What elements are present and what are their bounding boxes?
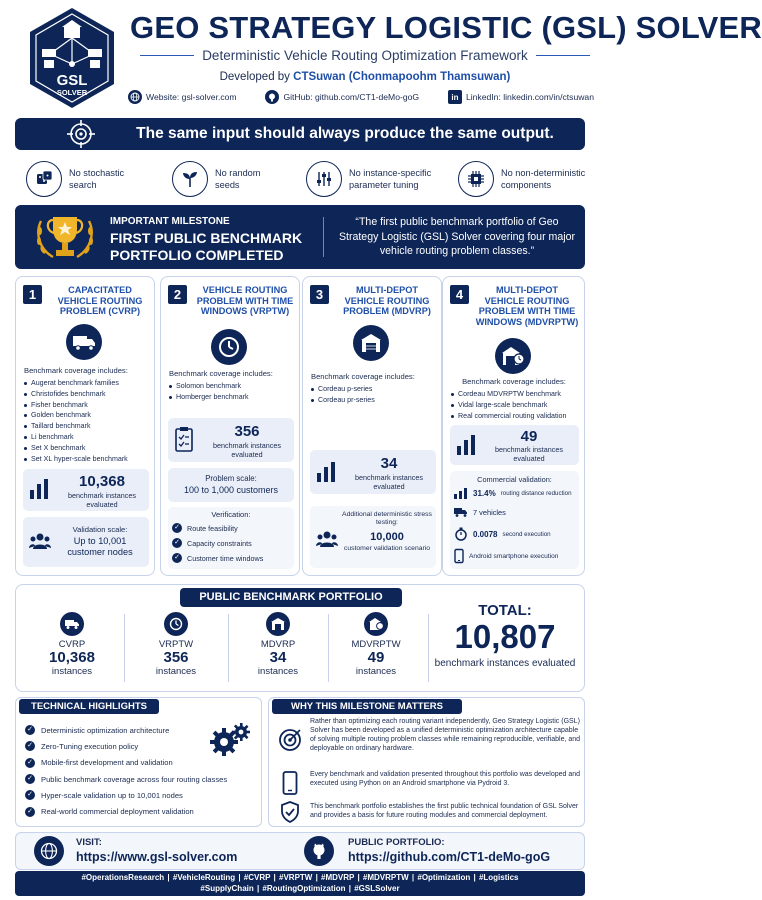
commercial-text: second execution — [502, 530, 551, 538]
card-mdvrp — [302, 276, 442, 576]
coverage-item: Real commercial routing validation — [451, 411, 579, 422]
portfolio-unit: instances — [155, 666, 197, 677]
stress-value: 10,000 — [370, 531, 404, 543]
coverage-item: Fisher benchmark — [24, 400, 152, 411]
scale-label: Validation scale: — [72, 525, 128, 534]
smartphone-icon — [454, 549, 464, 563]
commercial-item — [454, 549, 558, 563]
principle-text: No random seeds — [215, 168, 261, 190]
verification-box — [168, 507, 294, 569]
milestone-title: FIRST PUBLIC BENCHMARK PORTFOLIO COMPLETED — [110, 230, 303, 263]
seedling-icon — [172, 161, 208, 197]
principle-item — [172, 156, 312, 202]
portfolio-label: PUBLIC PORTFOLIO: — [348, 837, 445, 848]
check-icon: ✓ — [25, 774, 35, 784]
why-paragraph: This benchmark portfolio establishes the first public technical foundation of GSL Solver and provides a basis for future routing modules and commercial deployment. — [310, 803, 579, 819]
instances-value: 34 — [380, 455, 398, 472]
github-text: GitHub: github.com/CT1-deMo-goG — [283, 92, 420, 102]
principle-item — [306, 156, 446, 202]
portfolio-value: 10,368 — [49, 649, 95, 666]
stress-label: Additional deterministic stress testing: — [342, 511, 432, 526]
card-title: VEHICLE ROUTING PROBLEM WITH TIME WINDOWS (VRPTW) — [196, 285, 294, 316]
principle-banner — [15, 118, 585, 150]
portfolio-divider — [428, 614, 429, 682]
technical-item — [25, 722, 245, 738]
portfolio-unit: instances — [355, 666, 397, 677]
portfolio-item — [22, 612, 122, 677]
card-title: CAPACITATED VEHICLE ROUTING PROBLEM (CVRP) — [57, 285, 143, 316]
bar-chart-icon — [456, 434, 476, 456]
scale-value: Up to 10,001 customer nodes — [67, 536, 133, 557]
technical-item — [25, 738, 245, 754]
instances-label: benchmark instances evaluated — [355, 473, 423, 491]
coverage-label: Benchmark coverage includes: — [169, 369, 273, 378]
technical-item — [25, 771, 245, 787]
coverage-item: Li benchmark — [24, 432, 152, 443]
subtitle-divider-left — [140, 55, 194, 57]
milestone-divider — [323, 217, 324, 257]
why-row — [276, 718, 581, 768]
commercial-text: Android smartphone execution — [469, 552, 559, 560]
stopwatch-icon — [454, 527, 468, 541]
verification-label: Verification: — [211, 510, 251, 519]
visit-bar — [15, 832, 585, 870]
technical-text: Hyper-scale validation up to 10,001 nodes — [41, 790, 183, 800]
coverage-item: Christofides benchmark — [24, 389, 152, 400]
card-title: MULTI-DEPOT VEHICLE ROUTING PROBLEM WITH TIME WINDOWS (MDVRPTW) — [475, 285, 579, 327]
trophy-icon — [33, 211, 97, 263]
coverage-list — [24, 378, 152, 464]
github-icon — [304, 836, 334, 866]
clock-icon — [211, 329, 247, 365]
portfolio-code: MDVRP — [260, 639, 296, 650]
card-cvrp — [15, 276, 155, 576]
check-icon: ✓ — [25, 790, 35, 800]
github-link[interactable] — [265, 90, 419, 104]
coverage-item: Set X benchmark — [24, 443, 152, 454]
coverage-item: Cordeau MDVRPTW benchmark — [451, 389, 579, 400]
instances-value: 49 — [520, 428, 538, 445]
subtitle-divider-right — [536, 55, 590, 57]
verification-text: Capacity constraints — [187, 538, 252, 548]
instances-label: benchmark instances evaluated — [495, 445, 563, 463]
depot-icon — [353, 325, 389, 361]
stress-box — [310, 506, 436, 568]
technical-text: Mobile-first development and validation — [41, 758, 173, 768]
target-icon — [278, 728, 302, 752]
portfolio-code: VRPTW — [158, 639, 194, 650]
commercial-label: Commercial validation: — [477, 475, 552, 484]
clipboard-check-icon — [174, 426, 194, 452]
dice-icon — [26, 161, 62, 197]
coverage-list — [451, 389, 579, 421]
principles-row — [18, 156, 588, 202]
technical-item — [25, 787, 245, 803]
technical-text: Zero-Tuning execution policy — [41, 741, 139, 751]
verification-item — [172, 553, 263, 563]
coverage-list — [311, 384, 439, 406]
technical-text: Real-world commercial deployment validation — [41, 807, 194, 817]
portfolio-heading: PUBLIC BENCHMARK PORTFOLIO — [180, 588, 402, 607]
developed-by — [140, 71, 590, 83]
sliders-icon — [306, 161, 342, 197]
card-vrptw — [160, 276, 300, 576]
clock-icon — [164, 612, 188, 636]
verification-item — [172, 523, 238, 533]
coverage-item: Solomon benchmark — [169, 381, 297, 392]
card-number: 4 — [450, 285, 469, 304]
why-row — [276, 803, 581, 825]
trend-chart-icon — [454, 487, 468, 499]
portfolio-item — [126, 612, 226, 677]
check-icon: ✓ — [25, 807, 35, 817]
portfolio-code: MDVRPTW — [351, 639, 401, 650]
developer-name: CTSuwan (Chonmapoohm Thamsuwan) — [293, 71, 511, 83]
card-title: MULTI-DEPOT VEHICLE ROUTING PROBLEM (MDVRP) — [343, 285, 431, 316]
portfolio-value: 356 — [163, 649, 189, 666]
verification-text: Customer time windows — [187, 553, 264, 563]
verification-item — [172, 538, 252, 548]
portfolio-url-link[interactable]: https://github.com/CT1-deMo-goG — [348, 850, 551, 864]
contact-links — [128, 90, 594, 104]
instances-box — [450, 425, 579, 465]
github-icon — [265, 90, 279, 104]
milestone-label: IMPORTANT MILESTONE — [110, 216, 230, 227]
why-paragraph: Every benchmark and validation presented throughout this portfolio was developed and executed using Python on an Android smartphone via Pydroid 3. — [310, 771, 581, 787]
chip-icon — [458, 161, 494, 197]
commercial-value: 0.0078 — [473, 529, 498, 539]
card-number: 3 — [310, 285, 329, 304]
gsl-logo — [26, 6, 118, 110]
portfolio-item — [326, 612, 426, 677]
instances-label: benchmark instances evaluated — [68, 491, 136, 509]
milestone-quote: “The first public benchmark portfolio of Geo Strategy Logistic (GSL) Solver covering four major vehicle routing problem classes.” — [338, 216, 576, 257]
technical-text: Public benchmark coverage across four routing classes — [41, 774, 228, 784]
coverage-item: Golden benchmark — [24, 410, 152, 421]
website-text: Website: gsl-solver.com — [146, 92, 237, 102]
portfolio-value: 34 — [269, 649, 287, 666]
depot-clock-icon — [364, 612, 388, 636]
technical-heading: TECHNICAL HIGHLIGHTS — [19, 699, 159, 714]
scale-box — [23, 517, 149, 567]
coverage-item: Augerat benchmark families — [24, 378, 152, 389]
check-icon: ✓ — [172, 523, 182, 533]
card-number: 1 — [23, 285, 42, 304]
principle-item — [458, 156, 598, 202]
truck-icon — [60, 612, 84, 636]
developed-prefix: Developed by — [219, 71, 290, 83]
truck-icon — [454, 507, 468, 517]
check-icon: ✓ — [25, 741, 35, 751]
check-icon: ✓ — [172, 553, 182, 563]
card-number: 2 — [168, 285, 187, 304]
depot-icon — [266, 612, 290, 636]
total-unit: benchmark instances evaluated — [434, 658, 576, 669]
target-icon — [67, 120, 95, 148]
instances-label: benchmark instances evaluated — [213, 441, 281, 459]
technical-item — [25, 803, 245, 819]
bar-chart-icon — [29, 478, 49, 500]
coverage-label: Benchmark coverage includes: — [24, 366, 128, 375]
scale-label: Problem scale: — [205, 474, 257, 483]
check-icon: ✓ — [25, 758, 35, 768]
commercial-item — [454, 527, 551, 541]
shield-check-icon — [280, 801, 300, 823]
globe-icon — [128, 90, 142, 104]
principle-text: No non-deterministic components — [501, 168, 586, 190]
commercial-box — [450, 471, 579, 569]
coverage-label: Benchmark coverage includes: — [311, 372, 415, 381]
bar-chart-icon — [316, 461, 336, 483]
verification-text: Route feasibility — [187, 523, 238, 533]
total-value: 10,807 — [454, 618, 556, 655]
instances-value: 10,368 — [79, 473, 125, 490]
logo-text-gsl: GSL — [56, 72, 88, 89]
portfolio-divider — [124, 614, 125, 682]
why-paragraph: Rather than optimizing each routing variant independently, Geo Strategy Logistic (GSL) Solver has been developed as a unified deterministic optimization architecture capable of solving multiple routing problem classes while remaining reproducible, verifiable, and deployable on ordinary hardware. — [310, 718, 581, 752]
principle-item — [26, 156, 166, 202]
why-heading: WHY THIS MILESTONE MATTERS — [272, 699, 462, 714]
truck-icon — [66, 324, 102, 360]
globe-icon — [34, 836, 64, 866]
total-label: TOTAL: — [478, 602, 532, 619]
linkedin-text: LinkedIn: linkedin.com/in/ctsuwan — [465, 92, 594, 102]
commercial-item — [454, 507, 506, 517]
instances-box — [310, 450, 436, 494]
coverage-item: Cordeau p-series — [311, 384, 439, 395]
stress-unit: customer validation scenario — [343, 545, 431, 552]
coverage-item: Taillard benchmark — [24, 421, 152, 432]
technical-list — [25, 722, 245, 820]
depot-clock-icon — [495, 338, 531, 374]
hashtags-line-1: #OperationsResearch | #VehicleRouting | #CVRP | #VRPTW | #MDVRP | #MDVRPTW | #Optimization | #Logistics — [81, 873, 519, 882]
visit-label: VISIT: — [76, 837, 102, 848]
principle-text: No stochastic search — [69, 168, 125, 190]
coverage-item: Cordeau pr-series — [311, 395, 439, 406]
commercial-value: 31.4% — [473, 488, 496, 498]
coverage-item: Vidal large-scale benchmark — [451, 400, 579, 411]
linkedin-icon: in — [448, 90, 462, 104]
page-title: GEO STRATEGY LOGISTIC (GSL) SOLVER — [130, 10, 762, 45]
linkedin-link[interactable] — [448, 90, 594, 104]
hashtag-bar — [15, 871, 585, 896]
visit-url-link[interactable]: https://www.gsl-solver.com — [76, 850, 238, 864]
scale-value: 100 to 1,000 customers — [183, 485, 279, 495]
commercial-value: 7 vehicles — [473, 507, 506, 517]
portfolio-unit: instances — [51, 666, 93, 677]
users-icon — [29, 532, 51, 550]
portfolio-value: 49 — [367, 649, 385, 666]
instances-box — [23, 469, 149, 511]
scale-box — [168, 468, 294, 502]
commercial-item — [454, 487, 572, 499]
coverage-item: Set XL hyper-scale benchmark — [24, 454, 152, 465]
portfolio-unit: instances — [257, 666, 299, 677]
portfolio-item — [228, 612, 328, 677]
card-mdvrptw — [442, 276, 585, 576]
instances-value: 356 — [234, 423, 260, 440]
users-icon — [316, 530, 338, 548]
principle-text: No instance-specific parameter tuning — [349, 168, 432, 190]
instances-box — [168, 418, 294, 462]
coverage-list — [169, 381, 297, 403]
portfolio-code: CVRP — [58, 639, 86, 650]
smartphone-icon — [282, 771, 298, 795]
coverage-item: Homberger benchmark — [169, 392, 297, 403]
technical-text: Deterministic optimization architecture — [41, 725, 170, 735]
logo-text-solver: SOLVER — [56, 88, 88, 97]
check-icon: ✓ — [172, 538, 182, 548]
commercial-text: routing distance reduction — [500, 489, 572, 497]
check-icon: ✓ — [25, 725, 35, 735]
milestone-banner — [15, 205, 585, 269]
page-subtitle: Deterministic Vehicle Routing Optimization Framework — [202, 48, 528, 63]
technical-item — [25, 755, 245, 771]
hashtags-line-2: #SupplyChain | #RoutingOptimization | #GSLSolver — [200, 884, 400, 893]
coverage-label: Benchmark coverage includes: — [462, 377, 566, 386]
website-link[interactable] — [128, 90, 237, 104]
subtitle-row — [140, 48, 590, 63]
why-row — [276, 771, 581, 799]
banner-text: The same input should always produce the same output. — [136, 125, 554, 142]
